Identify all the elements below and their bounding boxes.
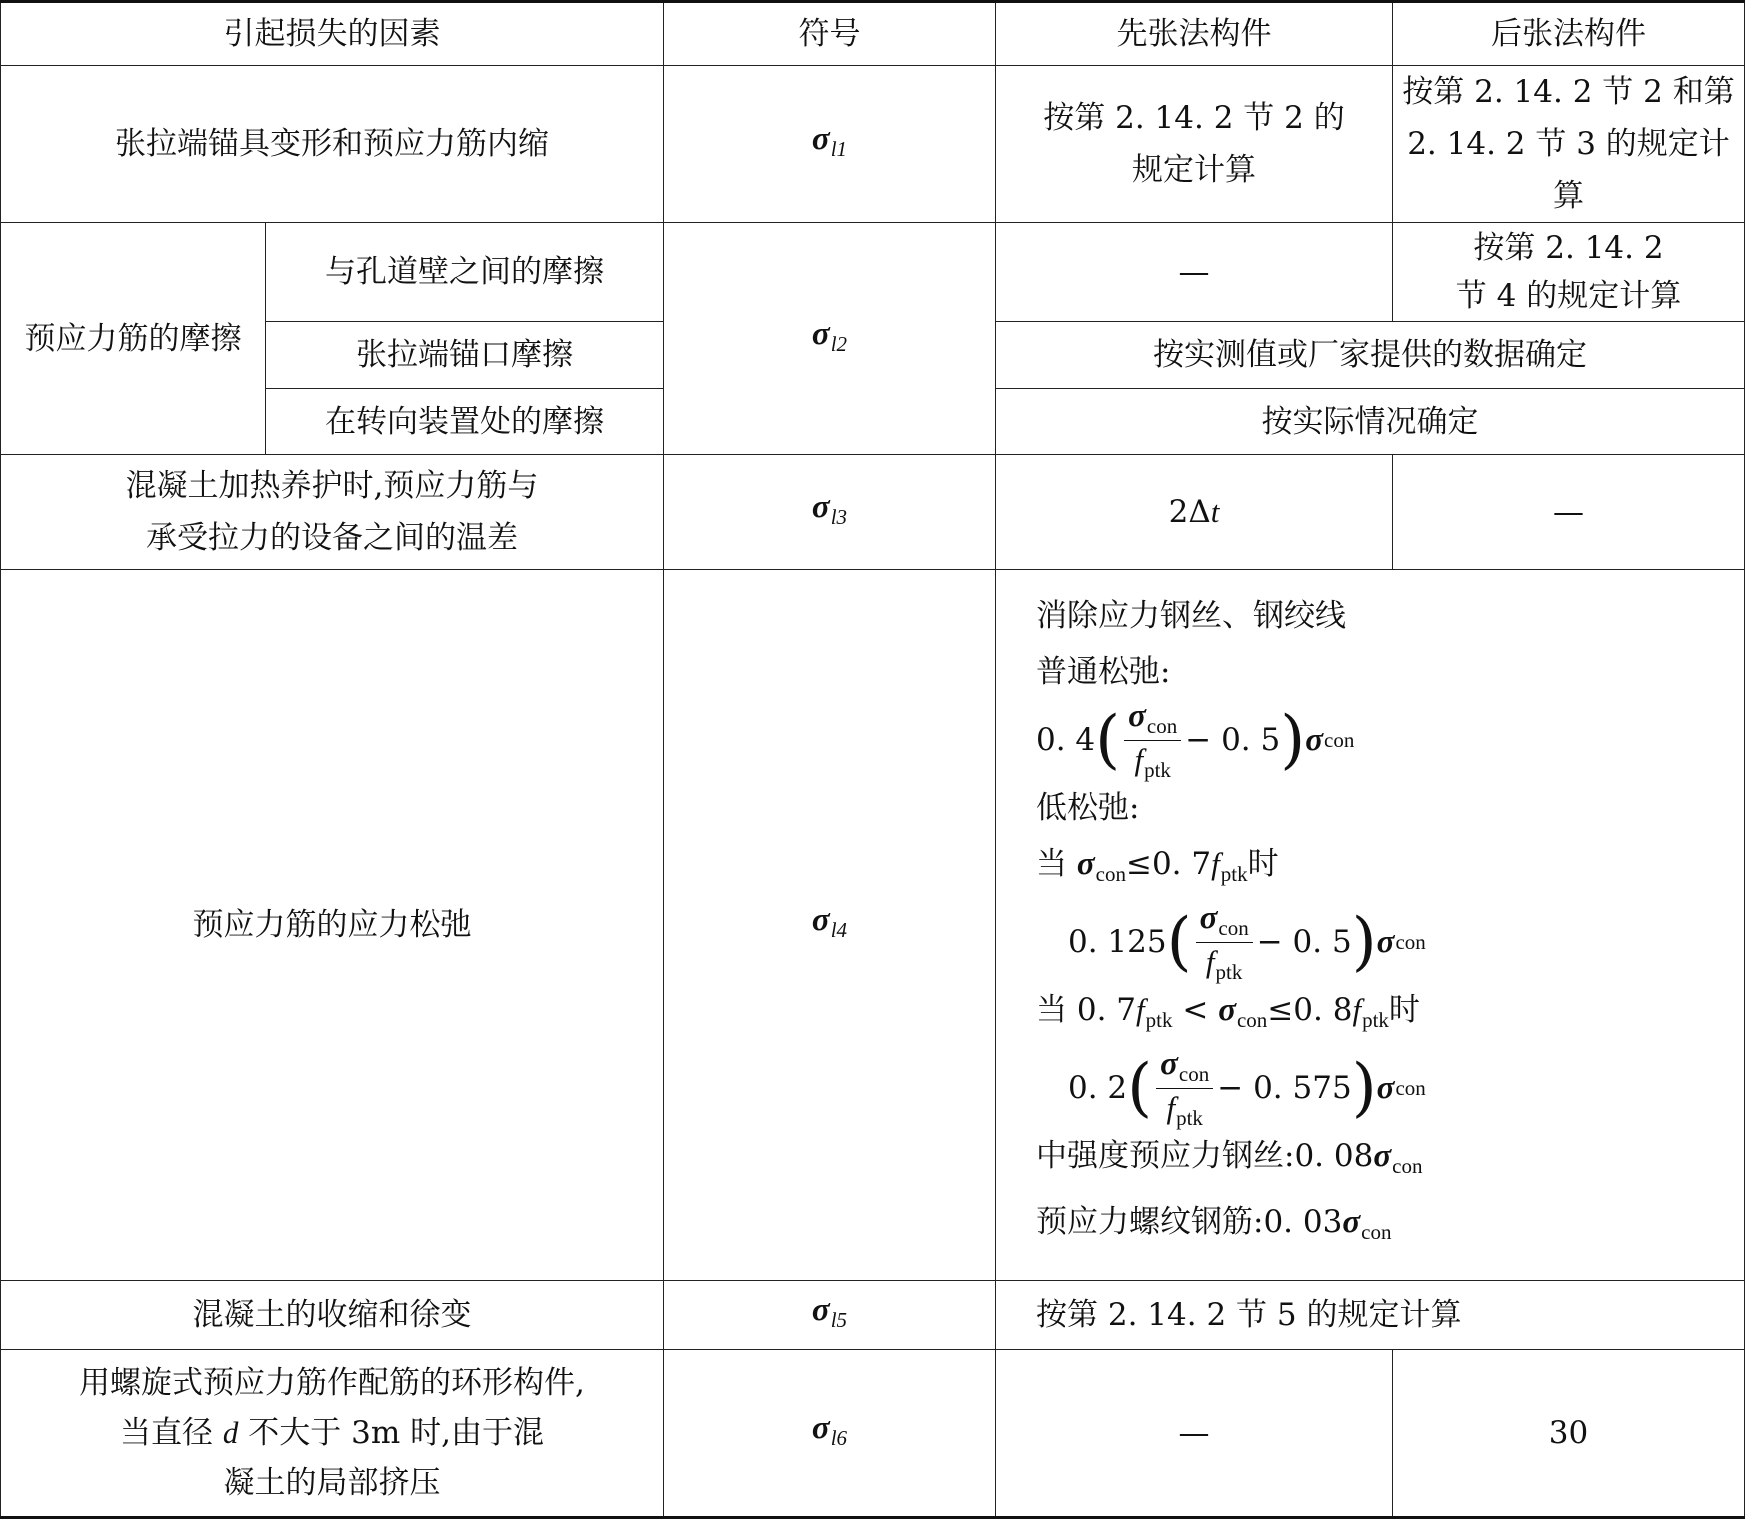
subfactor-cell: 与孔道壁之间的摩擦 bbox=[266, 223, 664, 322]
table-row bbox=[1, 1281, 1745, 1350]
mid-strength-wire: 中强度预应力钢丝:0. $08\sigma_{con}$ bbox=[1036, 1138, 1423, 1178]
formula-low-relaxation-2: 0. 2 ( $\frac{\sigma_{con}}{f_{ptk}}$ − 0. 575 ) σ con bbox=[1068, 1045, 1426, 1130]
header-factor: 引起损失的因素 bbox=[1, 2, 664, 66]
screw-rebar: 预应力螺纹钢筋:0. $03\sigma_{con}$ bbox=[1036, 1204, 1392, 1244]
symbol-cell: $\sigma_{l6}$ bbox=[664, 1350, 996, 1518]
factor-cell: 用螺旋式预应力筋作配筋的环形构件, 当直径 d 不大于 3m 时,由于混 凝土的局部挤压 bbox=[1, 1350, 664, 1518]
table-row bbox=[1, 570, 1745, 1281]
pretension-cell: — bbox=[996, 223, 1393, 322]
factor-cell: 混凝土的收缩和徐变 bbox=[1, 1281, 664, 1350]
pretension-cell: 按第 2. 14. 2 节 2 的 规定计算 bbox=[996, 66, 1393, 223]
shared-method-cell: 按第 2. 14. 2 节 5 的规定计算 bbox=[996, 1281, 1745, 1350]
header-pretension: 先张法构件 bbox=[996, 2, 1393, 66]
shared-method-cell: 按实测值或厂家提供的数据确定 bbox=[996, 322, 1745, 389]
table-row bbox=[1, 66, 1745, 223]
header-symbol: 符号 bbox=[664, 2, 996, 66]
condition-2: 当 0. $7f_{ptk} < \sigma_{con}\le 0$. $8f_{ptk}$时 bbox=[1036, 992, 1420, 1032]
table-row bbox=[1, 1350, 1745, 1518]
table-row bbox=[1, 455, 1745, 570]
table-row bbox=[1, 223, 1745, 322]
subfactor-cell: 张拉端锚口摩擦 bbox=[266, 322, 664, 389]
symbol-cell: $\sigma_{l2}$ bbox=[664, 223, 996, 455]
formula-normal-relaxation: 0. 4 ( $\frac{\sigma_{con}}{f_{ptk}}$ − 0. 5 ) σ con bbox=[1036, 697, 1355, 782]
symbol-cell: $\sigma_{l3}$ bbox=[664, 455, 996, 570]
symbol-cell: $\sigma_{l5}$ bbox=[664, 1281, 996, 1350]
formula-low-relaxation-1: 0. 125 ( $\frac{\sigma_{con}}{f_{ptk}}$ − 0. 5 ) σ con bbox=[1068, 899, 1426, 984]
shared-method-cell: 按实际情况确定 bbox=[996, 389, 1745, 455]
condition-1: 当 $\sigma_{con}\le 0$. $7f_{ptk}$时 bbox=[1036, 846, 1279, 886]
pretension-cell: — bbox=[996, 1350, 1393, 1518]
posttension-cell: 按第 2. 14. 2 节 4 的规定计算 bbox=[1393, 223, 1745, 322]
factor-cell: 混凝土加热养护时,预应力筋与 承受拉力的设备之间的温差 bbox=[1, 455, 664, 570]
factor-cell: 张拉端锚具变形和预应力筋内缩 bbox=[1, 66, 664, 223]
header-posttension: 后张法构件 bbox=[1393, 2, 1745, 66]
posttension-cell: 30 bbox=[1393, 1350, 1745, 1518]
subfactor-cell: 在转向装置处的摩擦 bbox=[266, 389, 664, 455]
relaxation-formula-cell: 消除应力钢丝、钢绞线 普通松弛: 0. 4 ( $\frac{\sigma_{con}}{f_{ptk}}$ − 0. 5 ) σ con 低松弛: 当 $\sigma_{con}\le 0$. $7f_{ptk}$时 0. 125 ( $\frac{\sigma_{con}}{f_{ptk}}$ − 0. 5 ) σ con 当 0. $7f_{ptk} < \sigma_{con}\le 0$. $8f_{ptk}$时 0. 2 ( $\frac{\sigma_{con}}{f_{ptk}}$ − 0. 575 ) σ con 中强度预应力钢丝:0. $08\sigma_{con}$ 预应力螺纹钢筋:0. $03\sigma_{con}$ bbox=[996, 570, 1745, 1281]
posttension-cell: 按第 2. 14. 2 节 2 和第 2. 14. 2 节 3 的规定计算 bbox=[1393, 66, 1745, 223]
symbol-cell: $\sigma_{l4}$ bbox=[664, 570, 996, 1281]
factor-cell: 预应力筋的应力松弛 bbox=[1, 570, 664, 1281]
posttension-cell: — bbox=[1393, 455, 1745, 570]
symbol-cell: $\sigma_{l1}$ bbox=[664, 66, 996, 223]
factor-cell: 预应力筋的摩擦 bbox=[1, 223, 266, 455]
pretension-cell: 2Δt bbox=[996, 455, 1393, 570]
header-row bbox=[1, 2, 1745, 66]
